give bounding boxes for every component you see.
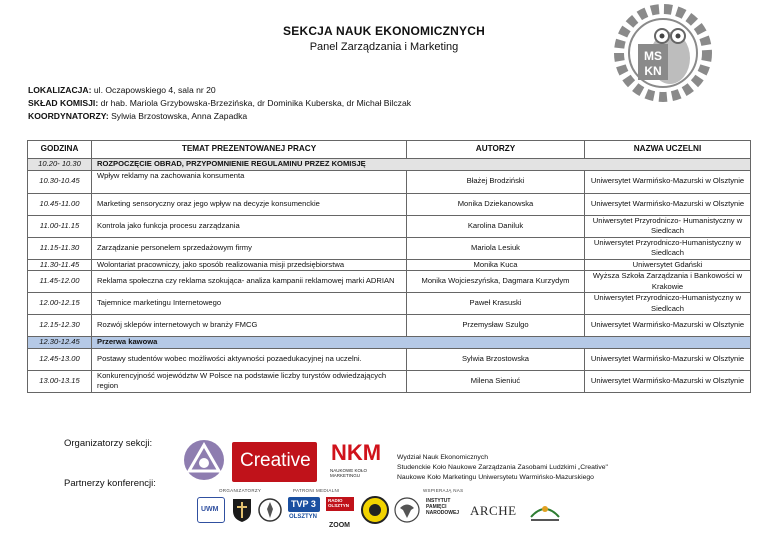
ipn-logo-text: INSTYTUT PAMIĘCI NARODOWEJ bbox=[426, 498, 460, 516]
row-time: 13.00-13.15 bbox=[28, 370, 92, 392]
row-authors: Błażej Brodziński bbox=[407, 170, 585, 193]
eagle-logo bbox=[394, 497, 420, 523]
row-time: 10.30-10.45 bbox=[28, 170, 92, 193]
row-topic: Wpływ reklamy na zachowania konsumenta bbox=[92, 170, 407, 193]
row-time: 10.20- 10.30 bbox=[28, 159, 92, 171]
coordinators-line bbox=[28, 110, 247, 122]
faculty-line-2: Studenckie Koło Naukowe Zarządzania Zasobami Ludzkimi „Creative" bbox=[397, 464, 608, 471]
tvp3-logo-subtext: OLSZTYN bbox=[289, 514, 317, 520]
row-authors: Monika Wojcieszyńska, Dagmara Kurzydym bbox=[407, 271, 585, 293]
row-university: Uniwersytet Warmińsko-Mazurski w Olsztynie bbox=[585, 348, 751, 370]
row-topic: Wolontariat pracowniczy, jako sposób realizowania misji przedsiębiorstwa bbox=[92, 259, 407, 271]
header-topic: TEMAT PREZENTOWANEJ PRACY bbox=[92, 141, 407, 159]
row-topic: Zarządzanie personelem sprzedażowym firmy bbox=[92, 237, 407, 259]
row-topic: Konkurencyjność województw W Polsce na podstawie liczby turystów odwiedzających region bbox=[92, 370, 407, 392]
round-badge-logo bbox=[361, 496, 389, 524]
table-row bbox=[28, 170, 751, 193]
header-university: NAZWA UCZELNI bbox=[585, 141, 751, 159]
row-authors: Paweł Krasuski bbox=[407, 293, 585, 315]
row-time: 11.00-11.15 bbox=[28, 215, 92, 237]
header-time: GODZINA bbox=[28, 141, 92, 159]
caption-organizers: ORGANIZATORZY bbox=[219, 488, 262, 493]
row-authors: Milena Sieniuć bbox=[407, 370, 585, 392]
location-label: LOKALIZACJA: bbox=[28, 85, 92, 95]
ipn-logo bbox=[426, 497, 464, 525]
committee-value: dr hab. Mariola Grzybowska-Brzezińska, dr Dominika Kuberska, dr Michał Bilczak bbox=[100, 98, 412, 108]
page-subtitle: Panel Zarządzania i Marketing bbox=[309, 41, 459, 53]
nkm-logo-subtext: NAUKOWE KOŁO MARKETINGU bbox=[330, 468, 368, 478]
row-topic: Postawy studentów wobec możliwości aktywności pozaedukacyjnej na uczelni. bbox=[92, 348, 407, 370]
row-topic: Marketing sensoryczny oraz jego wpływ na decyzje konsumenckie bbox=[92, 193, 407, 215]
schedule-table bbox=[27, 140, 751, 393]
mskn-owl-logo bbox=[608, 2, 718, 104]
radio-olsztyn-logo bbox=[326, 497, 354, 511]
nkm-logo bbox=[328, 440, 388, 484]
table-header-row bbox=[28, 141, 751, 159]
table-row bbox=[28, 271, 751, 293]
crest-logo bbox=[231, 497, 253, 523]
caption-support: WSPIERAJĄ NAS bbox=[423, 488, 464, 493]
row-topic: Przerwa kawowa bbox=[92, 337, 751, 349]
uwm-logo bbox=[197, 497, 225, 523]
arche-logo-text: ARCHE bbox=[470, 503, 517, 518]
row-authors: Monika Dziekanowska bbox=[407, 193, 585, 215]
row-university: Uniwersytet Warmińsko-Mazurski w Olsztynie bbox=[585, 170, 751, 193]
logo-text-ms: MS bbox=[644, 49, 662, 63]
table-row bbox=[28, 215, 751, 237]
table-row bbox=[28, 237, 751, 259]
row-university: Uniwersytet Przyrodniczo-Humanistyczny w Siedlcach bbox=[585, 237, 751, 259]
table-row bbox=[28, 159, 751, 171]
radio-logo-text: RADIO OLSZTYN bbox=[328, 498, 349, 508]
row-topic: ROZPOCZĘCIE OBRAD, PRZYPOMNIENIE REGULAMINU PRZEZ KOMISJĘ bbox=[92, 159, 751, 171]
row-university: Uniwersytet Warmińsko-Mazurski w Olsztynie bbox=[585, 370, 751, 392]
row-time: 11.15-11.30 bbox=[28, 237, 92, 259]
table-row bbox=[28, 259, 751, 271]
faculty-line-1: Wydział Nauk Ekonomicznych bbox=[397, 454, 488, 461]
location-line bbox=[28, 84, 216, 96]
agro-logo bbox=[527, 499, 563, 523]
header-authors: AUTORZY bbox=[407, 141, 585, 159]
row-authors: Monika Kuca bbox=[407, 259, 585, 271]
table-row bbox=[28, 315, 751, 337]
row-topic: Tajemnice marketingu Internetowego bbox=[92, 293, 407, 315]
row-topic: Kontrola jako funkcja procesu zarządzania bbox=[92, 215, 407, 237]
row-time: 12.00-12.15 bbox=[28, 293, 92, 315]
arche-logo bbox=[470, 502, 522, 522]
table-row bbox=[28, 348, 751, 370]
table-row bbox=[28, 293, 751, 315]
coordinators-value: Sylwia Brzostowska, Anna Zapadka bbox=[111, 111, 248, 121]
emblem-logo bbox=[258, 497, 282, 523]
row-authors: Przemysław Szulgo bbox=[407, 315, 585, 337]
row-time: 11.45-12.00 bbox=[28, 271, 92, 293]
faculty-info bbox=[397, 453, 608, 483]
row-topic: Rozwój sklepów internetowych w branży FMCG bbox=[92, 315, 407, 337]
row-university: Uniwersytet Przyrodniczo- Humanistyczny w Siedlcach bbox=[585, 215, 751, 237]
partners-label: Partnerzy konferencji: bbox=[64, 478, 156, 489]
logo-text-kn: KN bbox=[644, 64, 662, 78]
row-university: Uniwersytet Warmińsko-Mazurski w Olsztynie bbox=[585, 315, 751, 337]
row-topic: Reklama społeczna czy reklama szokująca- analiza kampanii reklamowej marki ADRIAN bbox=[92, 271, 407, 293]
page-title: SEKCJA NAUK EKONOMICZNYCH bbox=[283, 24, 485, 38]
row-authors: Sylwia Brzostowska bbox=[407, 348, 585, 370]
row-time: 12.45-13.00 bbox=[28, 348, 92, 370]
caption-media: PATRONI MEDIALNI bbox=[293, 488, 340, 493]
tvp3-logo-text: TVP 3 bbox=[291, 499, 316, 509]
uwm-logo-text: UWM bbox=[201, 506, 219, 513]
table-row bbox=[28, 193, 751, 215]
committee-label: SKŁAD KOMISJI: bbox=[28, 98, 99, 108]
tvp3-logo bbox=[288, 497, 320, 525]
creative-logo bbox=[232, 442, 317, 482]
nkm-logo-text: NKM bbox=[331, 440, 382, 465]
row-time: 12.15-12.30 bbox=[28, 315, 92, 337]
zoom-logo bbox=[329, 514, 355, 529]
zoom-logo-text: ZOOM bbox=[329, 522, 350, 529]
organizers-label: Organizatorzy sekcji: bbox=[64, 438, 153, 449]
row-university: Uniwersytet Przyrodniczo-Humanistyczny w Siedlcach bbox=[585, 293, 751, 315]
location-value: ul. Oczapowskiego 4, sala nr 20 bbox=[93, 85, 216, 95]
faculty-line-3: Naukowe Koło Marketingu Uniwersytetu Warmińsko-Mazurskiego bbox=[397, 474, 594, 481]
table-row bbox=[28, 337, 751, 349]
row-time: 10.45-11.00 bbox=[28, 193, 92, 215]
row-university: Uniwersytet Warmińsko-Mazurski w Olsztynie bbox=[585, 193, 751, 215]
row-time: 11.30-11.45 bbox=[28, 259, 92, 271]
wne-triangle-logo bbox=[182, 438, 226, 482]
committee-line bbox=[28, 97, 411, 109]
coordinators-label: KOORDYNATORZY: bbox=[28, 111, 109, 121]
table-row bbox=[28, 370, 751, 392]
creative-logo-text: Creative bbox=[240, 450, 311, 471]
row-university: Wyższa Szkoła Zarządzania i Bankowości w Krakowie bbox=[585, 271, 751, 293]
row-university: Uniwersytet Gdański bbox=[585, 259, 751, 271]
row-time: 12.30-12.45 bbox=[28, 337, 92, 349]
row-authors: Mariola Lesiuk bbox=[407, 237, 585, 259]
row-authors: Karolina Daniluk bbox=[407, 215, 585, 237]
